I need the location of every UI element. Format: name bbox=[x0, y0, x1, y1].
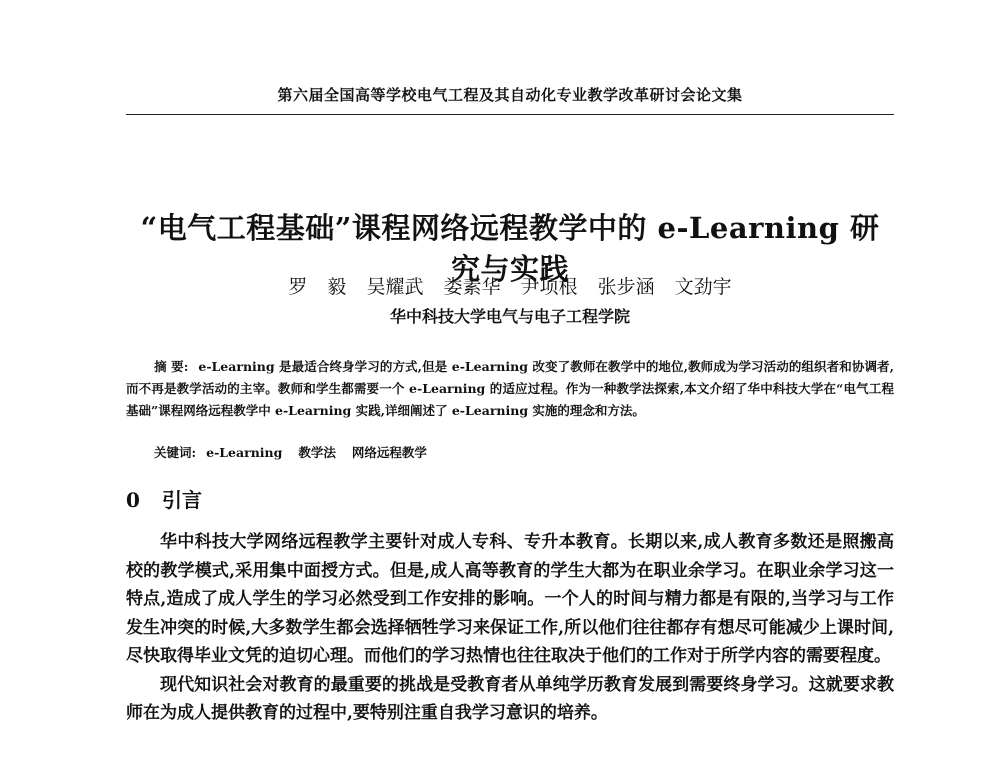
body-paragraph: 现代知识社会对教育的最重要的挑战是受教育者从单纯学历教育发展到需要终身学习。这就要求教师在为成人提供教育的过程中,要特别注重自我学习意识的培养。 bbox=[126, 674, 894, 723]
author-list: 罗 毅 吴耀武 娄素华 尹项根 张步涵 文劲宇 bbox=[288, 276, 732, 298]
section-number: 0 bbox=[126, 488, 140, 512]
keywords bbox=[154, 442, 894, 464]
abstract-text: e-Learning 是最适合终身学习的方式,但是 e-Learning 改变了教师在教学中的地位,教师成为学习活动的组织者和协调者,而不再是教学活动的主宰。教师和学生都需要一个 e-Learning 的适应过程。作为一种教学法探索,本文介绍了华中科技大学在“电气工程基础”课程网络远程教学中 e-Learning 实践,详细阐述了 e-Learning 实施的理念和方法。 bbox=[126, 359, 894, 418]
keywords-label: 关键词: bbox=[154, 445, 197, 460]
running-head: 第六届全国高等学校电气工程及其自动化专业教学改革研讨会论文集 bbox=[277, 86, 743, 104]
abstract bbox=[126, 356, 894, 422]
keyword-item: e-Learning bbox=[206, 445, 283, 460]
body-text bbox=[126, 528, 894, 728]
paper-title: “电气工程基础”课程网络远程教学中的 e-Learning 研究与实践 bbox=[140, 211, 880, 286]
header-rule bbox=[126, 114, 894, 115]
affiliation: 华中科技大学电气与电子工程学院 bbox=[389, 307, 630, 326]
section-title: 引言 bbox=[162, 488, 202, 512]
keyword-item: 网络远程教学 bbox=[351, 445, 427, 460]
body-paragraph: 华中科技大学网络远程教学主要针对成人专科、专升本教育。长期以来,成人教育多数还是照搬高校的教学模式,采用集中面授方式。但是,成人高等教育的学生大都为在职业余学习。在职业余学习这一特点,造成了成人学生的学习必然受到工作安排的影响。一个人的时间与精力都是有限的,当学习与工作发生冲突的时候,大多数学生都会选择牺牲学习来保证工作,所以他们往往都存有想尽可能减少上课时间,尽快取得毕业文凭的迫切心理。而他们的学习热情也往往取决于他们的工作对于所学内容的需要程度。 bbox=[126, 532, 894, 666]
keyword-item: 教学法 bbox=[298, 445, 336, 460]
abstract-label: 摘 要: bbox=[154, 359, 189, 374]
section-heading bbox=[126, 484, 894, 513]
